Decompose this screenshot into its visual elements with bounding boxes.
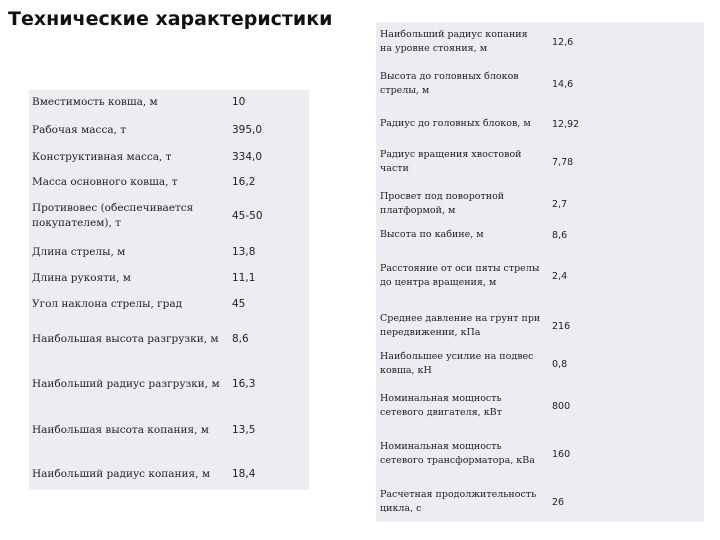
spec-label: Вместимость ковша, м	[32, 95, 158, 108]
spec-label: Просвет под поворотной платформой, м	[380, 191, 505, 216]
spec-label: Расстояние от оси пяты стрелы до центра вращения, м	[380, 263, 540, 288]
spec-value: 14,6	[552, 78, 574, 90]
spec-value: 18,4	[232, 468, 256, 480]
spec-value: 160	[552, 448, 571, 460]
spec-value: 2,4	[552, 270, 568, 282]
spec-value: 2,7	[552, 198, 568, 210]
spec-value: 12,92	[552, 118, 580, 130]
spec-label: Длина рукояти, м	[32, 271, 131, 284]
spec-label: Наибольшая высота копания, м	[32, 423, 209, 436]
spec-label: Угол наклона стрелы, град	[32, 297, 183, 310]
spec-value: 7,78	[552, 156, 574, 168]
spec-label: Номинальная мощность сетевого двигателя, кВт	[380, 393, 502, 418]
spec-value: 395,0	[232, 124, 263, 136]
spec-value: 11,1	[232, 272, 256, 284]
spec-label: Наибольший радиус разгрузки, м	[32, 377, 220, 390]
spec-label: Расчетная продолжительность цикла, с	[380, 489, 537, 514]
spec-label: Рабочая масса, т	[32, 123, 127, 136]
spec-value: 216	[552, 320, 571, 332]
spec-label: Длина стрелы, м	[32, 245, 126, 258]
spec-value: 12,6	[552, 36, 574, 48]
spec-value: 0,8	[552, 358, 568, 370]
spec-label: Наибольший радиус копания, м	[32, 467, 210, 480]
spec-value: 8,6	[552, 229, 568, 241]
spec-label: Наибольшая высота разгрузки, м	[32, 332, 219, 345]
spec-value: 13,8	[232, 246, 256, 258]
spec-label: Радиус вращения хвостовой части	[380, 149, 522, 174]
spec-value: 45-50	[232, 210, 263, 222]
spec-value: 16,3	[232, 378, 256, 390]
page-title: Технические характеристики	[8, 8, 333, 30]
spec-value: 800	[552, 400, 571, 412]
spec-value: 45	[232, 298, 246, 310]
spec-label: Конструктивная масса, т	[32, 150, 172, 163]
spec-label: Наибольшее усилие на подвес ковша, кН	[380, 351, 534, 376]
left-spec-table	[29, 90, 309, 490]
spec-label: Наибольший радиус копания на уровне стояния, м	[380, 29, 528, 54]
spec-label: Номинальная мощность сетевого трансформатора, кВа	[380, 441, 535, 466]
spec-value: 8,6	[232, 333, 249, 345]
spec-value: 26	[552, 496, 565, 508]
spec-value: 10	[232, 96, 246, 108]
spec-label: Противовес (обеспечивается покупателем), т	[32, 202, 194, 230]
spec-label: Высота до головных блоков стрелы, м	[380, 71, 519, 96]
spec-label: Радиус до головных блоков, м	[380, 118, 531, 129]
spec-label: Среднее давление на грунт при передвижении, кПа	[380, 313, 541, 338]
spec-value: 16,2	[232, 176, 256, 188]
spec-value: 13,5	[232, 424, 256, 436]
spec-value: 334,0	[232, 151, 263, 163]
spec-label: Масса основного ковша, т	[32, 175, 178, 188]
spec-label: Высота по кабине, м	[380, 229, 484, 240]
right-spec-table	[376, 22, 704, 522]
